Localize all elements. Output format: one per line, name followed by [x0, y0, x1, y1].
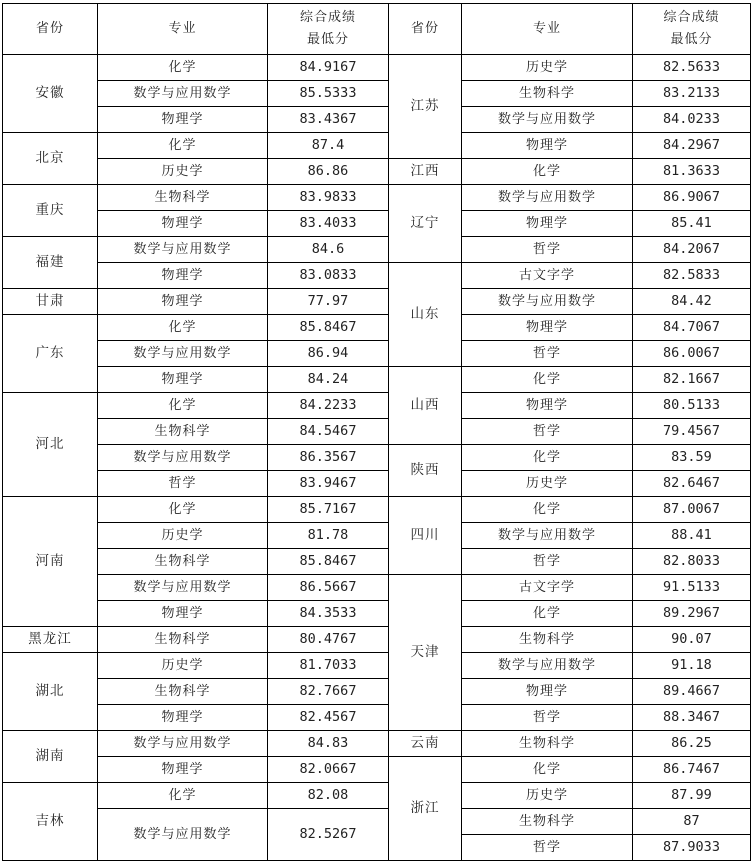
left-score-cell: 82.08: [268, 783, 389, 809]
header-province-left: 省份: [3, 4, 98, 55]
table-row: [3, 107, 751, 133]
left-province-cell: 北京: [3, 133, 98, 185]
table-row: [3, 705, 751, 731]
left-major-cell: 化学: [98, 133, 268, 159]
left-major-cell: 化学: [98, 393, 268, 419]
left-score-cell: 83.0833: [268, 263, 389, 289]
table-row: [3, 653, 751, 679]
left-major-cell: 数学与应用数学: [98, 445, 268, 471]
header-major-left: 专业: [98, 4, 268, 55]
right-major-cell: 生物科学: [462, 81, 633, 107]
right-province-cell: 浙江: [389, 757, 462, 861]
left-score-cell: 81.78: [268, 523, 389, 549]
left-major-cell: 物理学: [98, 289, 268, 315]
table-row: [3, 211, 751, 237]
right-province-cell: 四川: [389, 497, 462, 575]
left-major-cell: 物理学: [98, 367, 268, 393]
header-score-line1: 综合成绩: [299, 10, 356, 25]
right-major-cell: 哲学: [462, 835, 633, 861]
right-province-cell: 山西: [389, 367, 462, 445]
right-score-cell: 84.2967: [633, 133, 751, 159]
left-province-cell: 甘肃: [3, 289, 98, 315]
right-score-cell: 89.2967: [633, 601, 751, 627]
right-score-cell: 84.7067: [633, 315, 751, 341]
left-major-cell: 数学与应用数学: [98, 341, 268, 367]
table-row: [3, 159, 751, 185]
right-major-cell: 数学与应用数学: [462, 523, 633, 549]
left-major-cell: 化学: [98, 783, 268, 809]
left-score-cell: 86.5667: [268, 575, 389, 601]
left-score-cell: 82.4567: [268, 705, 389, 731]
left-major-cell: 化学: [98, 55, 268, 81]
right-score-cell: 81.3633: [633, 159, 751, 185]
right-score-cell: 89.4667: [633, 679, 751, 705]
right-major-cell: 化学: [462, 445, 633, 471]
left-province-cell: 黑龙江: [3, 627, 98, 653]
score-table: [2, 3, 751, 861]
right-major-cell: 数学与应用数学: [462, 653, 633, 679]
left-score-cell: 83.4367: [268, 107, 389, 133]
right-score-cell: 87.0067: [633, 497, 751, 523]
table-row: [3, 497, 751, 523]
table-row: [3, 523, 751, 549]
right-score-cell: 83.2133: [633, 81, 751, 107]
left-score-cell: 82.5267: [268, 809, 389, 861]
table-row: [3, 341, 751, 367]
table-row: [3, 757, 751, 783]
left-score-cell: 84.24: [268, 367, 389, 393]
right-major-cell: 生物科学: [462, 731, 633, 757]
table-row: [3, 549, 751, 575]
right-score-cell: 86.9067: [633, 185, 751, 211]
right-major-cell: 历史学: [462, 471, 633, 497]
left-score-cell: 86.3567: [268, 445, 389, 471]
table-row: [3, 445, 751, 471]
right-major-cell: 化学: [462, 601, 633, 627]
right-province-cell: 天津: [389, 575, 462, 731]
right-score-cell: 84.2067: [633, 237, 751, 263]
left-major-cell: 数学与应用数学: [98, 81, 268, 107]
table-row: [3, 315, 751, 341]
left-score-cell: 85.5333: [268, 81, 389, 107]
left-score-cell: 77.97: [268, 289, 389, 315]
left-major-cell: 数学与应用数学: [98, 809, 268, 861]
right-score-cell: 82.5833: [633, 263, 751, 289]
left-major-cell: 数学与应用数学: [98, 575, 268, 601]
left-score-cell: 84.2233: [268, 393, 389, 419]
right-score-cell: 87: [633, 809, 751, 835]
table-row: [3, 627, 751, 653]
left-province-cell: 湖北: [3, 653, 98, 731]
right-major-cell: 生物科学: [462, 627, 633, 653]
score-table-container: [2, 3, 750, 861]
left-province-cell: 河北: [3, 393, 98, 497]
left-major-cell: 哲学: [98, 471, 268, 497]
right-major-cell: 物理学: [462, 393, 633, 419]
table-row: [3, 55, 751, 81]
right-score-cell: 86.7467: [633, 757, 751, 783]
left-major-cell: 物理学: [98, 107, 268, 133]
left-score-cell: 83.9467: [268, 471, 389, 497]
right-score-cell: 91.18: [633, 653, 751, 679]
table-row: [3, 133, 751, 159]
right-score-cell: 88.3467: [633, 705, 751, 731]
left-province-cell: 湖南: [3, 731, 98, 783]
left-major-cell: 物理学: [98, 211, 268, 237]
right-major-cell: 化学: [462, 367, 633, 393]
right-major-cell: 哲学: [462, 341, 633, 367]
table-row: [3, 81, 751, 107]
right-major-cell: 生物科学: [462, 809, 633, 835]
right-score-cell: 87.9033: [633, 835, 751, 861]
left-province-cell: 吉林: [3, 783, 98, 861]
right-major-cell: 哲学: [462, 549, 633, 575]
right-score-cell: 84.0233: [633, 107, 751, 133]
left-score-cell: 83.9833: [268, 185, 389, 211]
right-major-cell: 物理学: [462, 211, 633, 237]
left-major-cell: 物理学: [98, 601, 268, 627]
left-score-cell: 84.83: [268, 731, 389, 757]
header-score-line2: 最低分: [670, 32, 713, 47]
table-row: [3, 393, 751, 419]
left-major-cell: 历史学: [98, 523, 268, 549]
table-row: [3, 731, 751, 757]
left-score-cell: 85.7167: [268, 497, 389, 523]
right-score-cell: 82.6467: [633, 471, 751, 497]
left-major-cell: 生物科学: [98, 679, 268, 705]
left-major-cell: 物理学: [98, 757, 268, 783]
table-row: [3, 471, 751, 497]
left-province-cell: 河南: [3, 497, 98, 627]
right-score-cell: 84.42: [633, 289, 751, 315]
right-major-cell: 古文字学: [462, 575, 633, 601]
right-major-cell: 哲学: [462, 419, 633, 445]
right-major-cell: 物理学: [462, 133, 633, 159]
left-score-cell: 81.7033: [268, 653, 389, 679]
header-row: [3, 4, 751, 55]
header-province-right: 省份: [389, 4, 462, 55]
left-score-cell: 84.9167: [268, 55, 389, 81]
left-major-cell: 历史学: [98, 159, 268, 185]
right-major-cell: 哲学: [462, 705, 633, 731]
right-province-cell: 江苏: [389, 55, 462, 159]
header-score-left: [268, 4, 389, 55]
table-row: [3, 367, 751, 393]
left-score-cell: 84.5467: [268, 419, 389, 445]
right-major-cell: 历史学: [462, 55, 633, 81]
left-major-cell: 化学: [98, 315, 268, 341]
right-major-cell: 历史学: [462, 783, 633, 809]
left-score-cell: 86.94: [268, 341, 389, 367]
table-row: [3, 263, 751, 289]
right-province-cell: 陕西: [389, 445, 462, 497]
table-row: [3, 289, 751, 315]
left-major-cell: 生物科学: [98, 185, 268, 211]
right-score-cell: 86.0067: [633, 341, 751, 367]
left-score-cell: 82.0667: [268, 757, 389, 783]
left-province-cell: 重庆: [3, 185, 98, 237]
right-score-cell: 88.41: [633, 523, 751, 549]
left-major-cell: 数学与应用数学: [98, 237, 268, 263]
left-major-cell: 历史学: [98, 653, 268, 679]
left-score-cell: 84.3533: [268, 601, 389, 627]
right-major-cell: 数学与应用数学: [462, 185, 633, 211]
table-row: [3, 185, 751, 211]
right-score-cell: 82.8033: [633, 549, 751, 575]
right-province-cell: 辽宁: [389, 185, 462, 263]
left-major-cell: 生物科学: [98, 549, 268, 575]
left-score-cell: 87.4: [268, 133, 389, 159]
left-province-cell: 广东: [3, 315, 98, 393]
left-major-cell: 化学: [98, 497, 268, 523]
left-major-cell: 生物科学: [98, 627, 268, 653]
right-score-cell: 91.5133: [633, 575, 751, 601]
left-score-cell: 85.8467: [268, 549, 389, 575]
left-major-cell: 物理学: [98, 263, 268, 289]
right-score-cell: 86.25: [633, 731, 751, 757]
right-score-cell: 87.99: [633, 783, 751, 809]
table-row: [3, 575, 751, 601]
left-score-cell: 82.7667: [268, 679, 389, 705]
right-province-cell: 云南: [389, 731, 462, 757]
header-score-line2: 最低分: [306, 32, 349, 47]
table-row: [3, 237, 751, 263]
right-score-cell: 82.5633: [633, 55, 751, 81]
left-major-cell: 数学与应用数学: [98, 731, 268, 757]
table-row: [3, 783, 751, 809]
header-score-right: [633, 4, 751, 55]
header-major-right: 专业: [462, 4, 633, 55]
right-major-cell: 物理学: [462, 679, 633, 705]
left-score-cell: 84.6: [268, 237, 389, 263]
left-major-cell: 物理学: [98, 705, 268, 731]
right-major-cell: 哲学: [462, 237, 633, 263]
right-major-cell: 数学与应用数学: [462, 107, 633, 133]
left-score-cell: 85.8467: [268, 315, 389, 341]
right-score-cell: 79.4567: [633, 419, 751, 445]
score-table-body: [3, 55, 751, 861]
table-row: [3, 679, 751, 705]
left-province-cell: 福建: [3, 237, 98, 289]
left-score-cell: 83.4033: [268, 211, 389, 237]
table-row: [3, 809, 751, 835]
left-score-cell: 86.86: [268, 159, 389, 185]
right-major-cell: 物理学: [462, 315, 633, 341]
right-score-cell: 83.59: [633, 445, 751, 471]
left-province-cell: 安徽: [3, 55, 98, 133]
right-major-cell: 数学与应用数学: [462, 289, 633, 315]
right-major-cell: 古文字学: [462, 263, 633, 289]
right-major-cell: 化学: [462, 757, 633, 783]
right-province-cell: 江西: [389, 159, 462, 185]
right-score-cell: 85.41: [633, 211, 751, 237]
table-row: [3, 419, 751, 445]
header-score-line1: 综合成绩: [663, 10, 720, 25]
right-score-cell: 80.5133: [633, 393, 751, 419]
left-score-cell: 80.4767: [268, 627, 389, 653]
right-score-cell: 90.07: [633, 627, 751, 653]
right-major-cell: 化学: [462, 159, 633, 185]
table-row: [3, 601, 751, 627]
left-major-cell: 生物科学: [98, 419, 268, 445]
right-province-cell: 山东: [389, 263, 462, 367]
right-score-cell: 82.1667: [633, 367, 751, 393]
right-major-cell: 化学: [462, 497, 633, 523]
